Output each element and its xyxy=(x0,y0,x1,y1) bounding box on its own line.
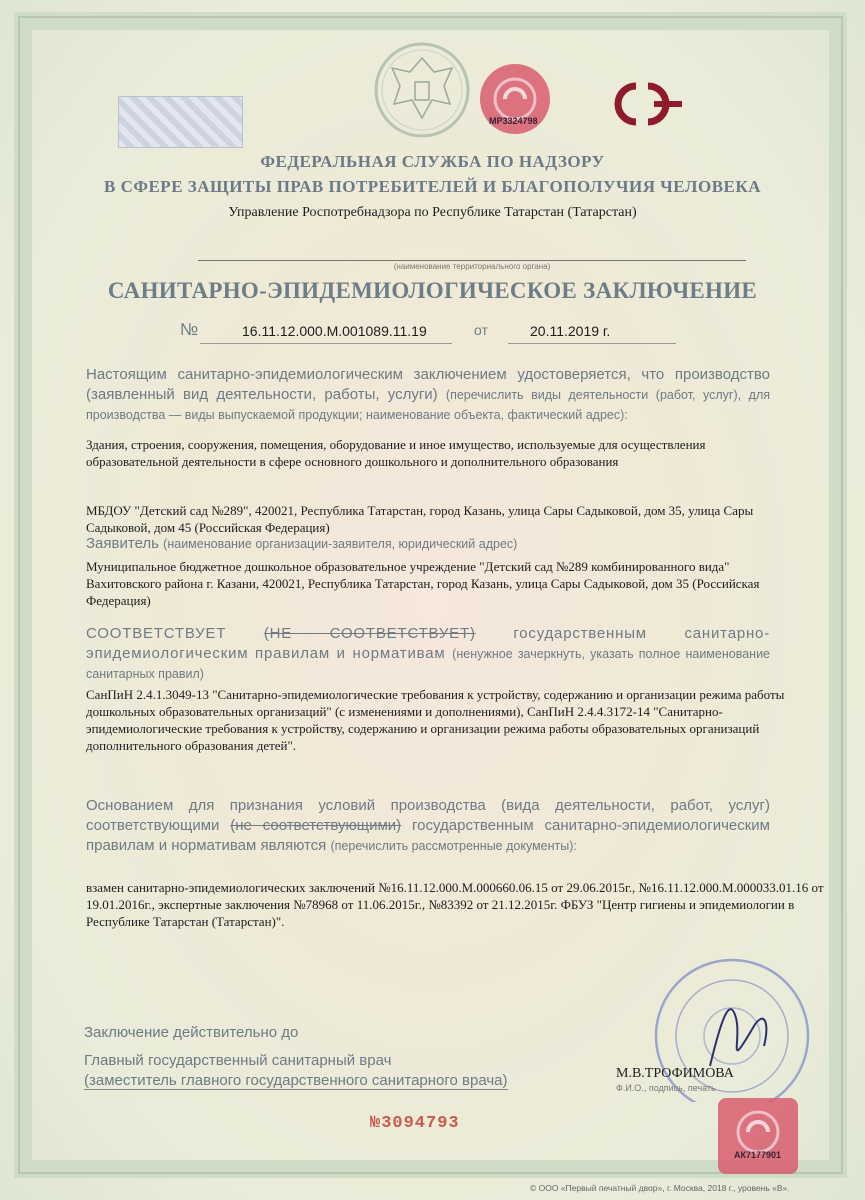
agency-title-line2: В СФЕРЕ ЗАЩИТЫ ПРАВ ПОТРЕБИТЕЛЕЙ И БЛАГОПОЛУЧИЯ ЧЕЛОВЕКА xyxy=(104,177,761,196)
printer-imprint: © ООО «Первый печатный двор», г. Москва, 2018 г., уровень «В». xyxy=(530,1183,790,1193)
activity-intro xyxy=(86,365,770,425)
department-hint: (наименование территориального органа) xyxy=(393,262,551,271)
hologram-sticker xyxy=(118,96,243,148)
number-underline xyxy=(200,343,452,344)
hologram-stamp-bottom-icon xyxy=(716,1096,800,1176)
sanitary-rules: СанПиН 2.4.1.3049-13 "Санитарно-эпидемиологические требования к устройству, содержанию и организации режима работы дошкольных образовательных организаций" (с изменениями и дополнениями), СанПиН 2.4.4.3172-14 "Санитарно-эпидемиологические требования к устройству, содержанию и организации режима работы образовательных организаций дополнительного образования детей". xyxy=(86,687,785,753)
activity-objects: Здания, строения, сооружения, помещения, оборудование и иное имущество, используемые для осуществления образовательной деятельности в сфере основного дошкольного и дополнительного образования xyxy=(86,437,706,469)
territorial-department: Управление Роспотребнадзора по Республике Татарстан (Татарстан) xyxy=(228,205,637,220)
conform-hint: (ненужное зачеркнуть, указать полное наименование санитарных правил) xyxy=(86,647,770,681)
valid-until: Заключение действительно до xyxy=(84,1024,299,1041)
applicant-value: Муниципальное бюджетное дошкольное образовательное учреждение "Детский сад №289 комбинированного вида" Вахитовского района г. Казани, 420021, Республика Татарстан, город Казань, улица Сары Садыковой, дом 35 (Российская Федерация) xyxy=(86,559,760,608)
conformity-statement xyxy=(86,624,770,684)
applicant-heading xyxy=(86,535,517,552)
chief-doctor-title: Главный государственный санитарный врач xyxy=(84,1052,392,1069)
se-logo-icon xyxy=(606,76,690,132)
deputy-doctor-title: (заместитель главного государственного санитарного врача) xyxy=(84,1072,508,1089)
number-label: № xyxy=(180,320,199,339)
applicant-label: Заявитель xyxy=(86,535,159,552)
document-number: 16.11.12.000.М.001089.11.19 xyxy=(242,323,427,339)
date-underline xyxy=(508,343,676,344)
department-underline xyxy=(198,260,746,261)
document-title: САНИТАРНО-ЭПИДЕМИОЛОГИЧЕСКОЕ ЗАКЛЮЧЕНИЕ xyxy=(107,278,758,303)
form-serial-number: №3094793 xyxy=(370,1114,460,1133)
conform-label: СООТВЕТСТВУЕТ xyxy=(86,625,227,642)
basis-statement xyxy=(86,796,770,856)
document-date: 20.11.2019 г. xyxy=(530,323,611,339)
stamp-bottom-code: АК7177901 xyxy=(734,1150,782,1160)
applicant-hint: (наименование организации-заявителя, юридический адрес) xyxy=(163,537,518,551)
date-label: от xyxy=(474,322,488,338)
basis-struck: (не соответствующими) xyxy=(230,817,402,834)
conform-text: государственным санитарно-эпидемиологическим правилам и нормативам xyxy=(86,625,770,662)
basis-part1: Основанием для признания условий производства (вида деятельности, работ, услуг) соответствующими xyxy=(86,797,770,834)
activity-intro-hint: (перечислить виды деятельности (работ, услуг), для производства — виды выпускаемой продукции; наименование объекта, фактический адрес): xyxy=(86,388,771,422)
basis-part2: государственным санитарно-эпидемиологическим правилам и нормативам являются xyxy=(86,817,770,854)
object-address: МБДОУ "Детский сад №289", 420021, Республика Татарстан, город Казань, улица Сары Садыковой, дом 35, улица Сары Садыковой, дом 45 (Российская Федерация) xyxy=(86,503,754,535)
basis-documents: взамен санитарно-эпидемиологических заключений №16.11.12.000.М.000660.06.15 от 29.06.2015г., №16.11.12.000.М.000033.01.16 от 19.01.2016г., экспертные заключения №78968 от 11.06.2015г., №83392 от 21.12.2015г. ФБУЗ "Центр гигиены и эпидемиологии в Республике Татарстан (Татарстан)". xyxy=(86,880,824,929)
agency-title-line1: ФЕДЕРАЛЬНАЯ СЛУЖБА ПО НАДЗОРУ xyxy=(260,152,605,171)
coat-of-arms-icon xyxy=(372,38,472,142)
not-conform-struck: (НЕ СООТВЕТСТВУЕТ) xyxy=(263,625,476,642)
signer-name: М.В.ТРОФИМОВА xyxy=(616,1066,734,1081)
signer-hint: Ф.И.О., подпись, печать xyxy=(616,1083,716,1093)
basis-hint: (перечислить рассмотренные документы): xyxy=(330,839,577,853)
activity-intro-main: Настоящим санитарно-эпидемиологическим заключением удостоверяется, что производство (заявленный вид деятельности, работы, услуги) xyxy=(86,366,770,403)
stamp-code: MP3324798 xyxy=(489,116,538,126)
